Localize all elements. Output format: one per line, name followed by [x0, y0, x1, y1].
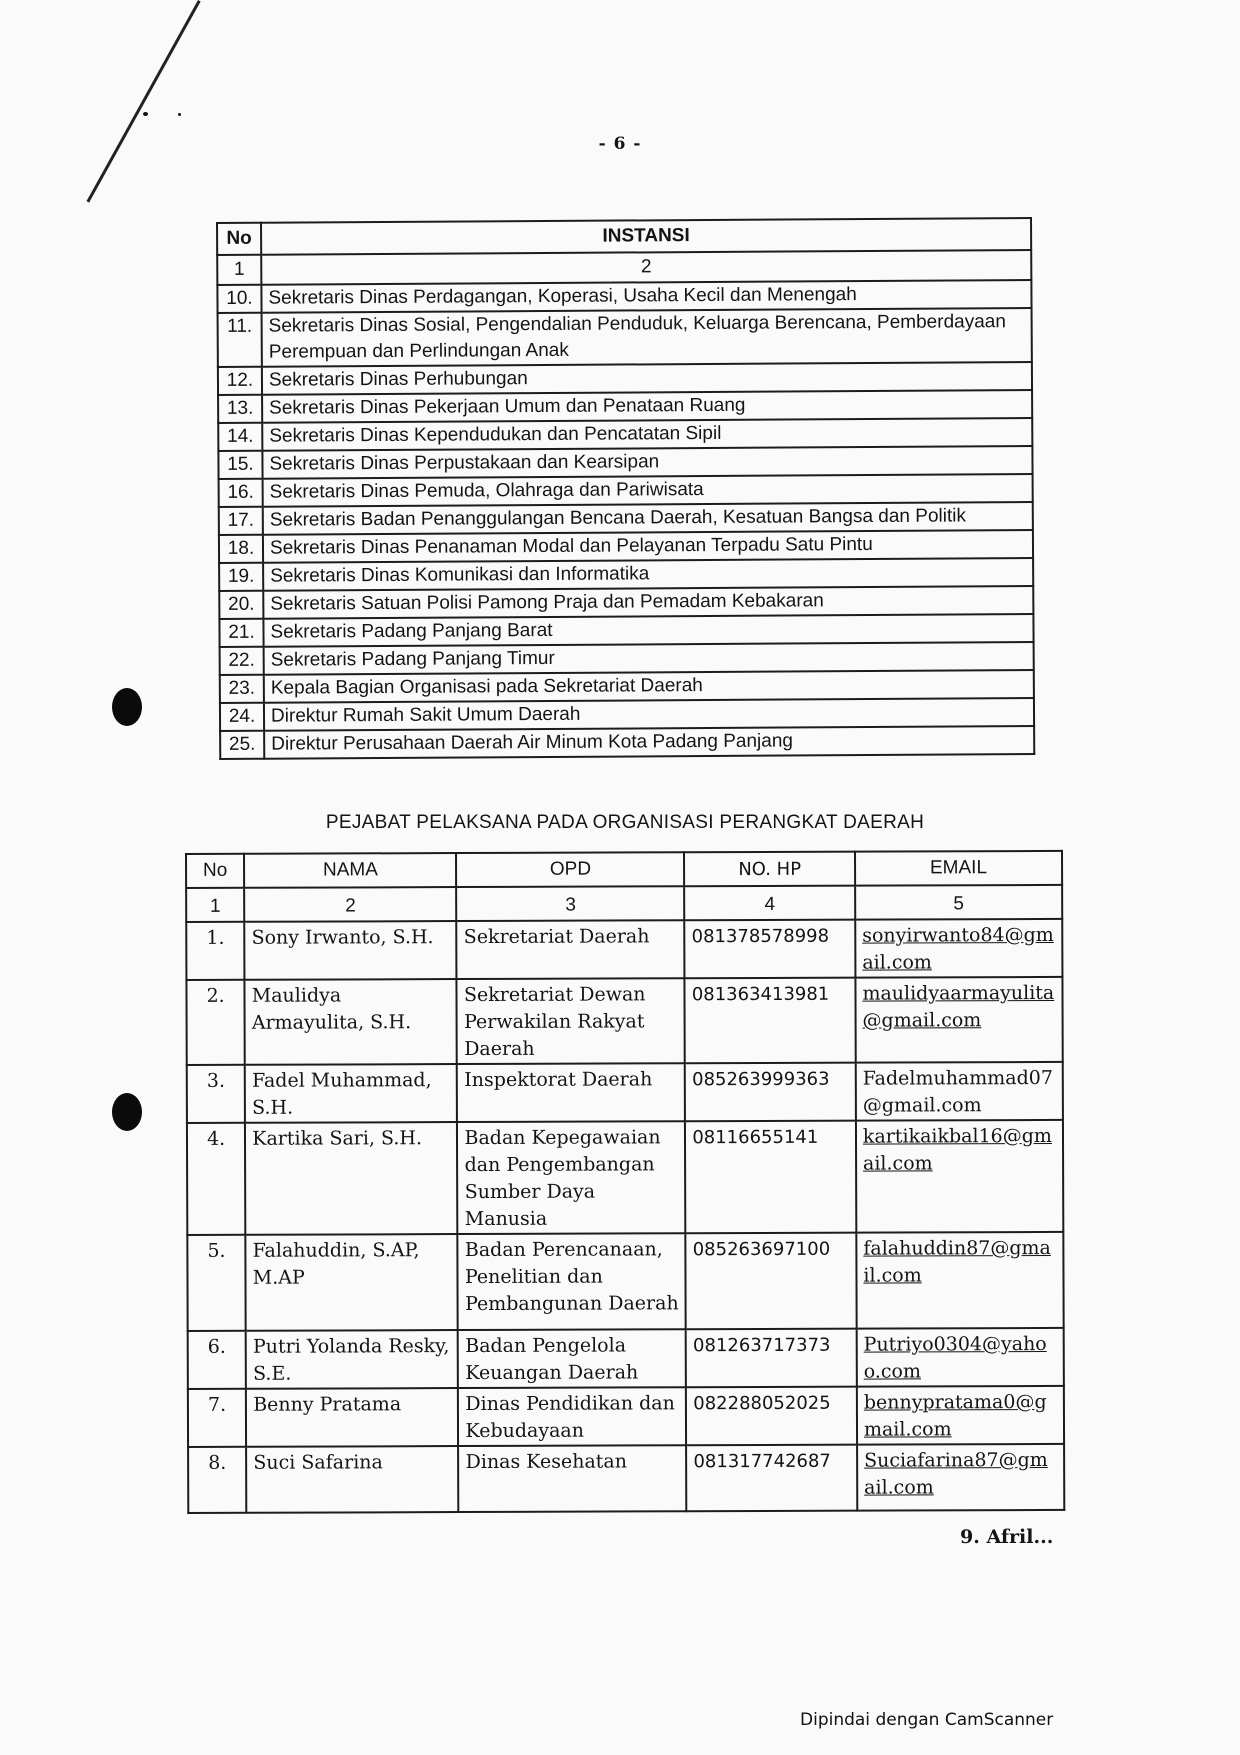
email-address[interactable]: bennypratama0@gmail.com [857, 1386, 1064, 1445]
opd-name: Dinas Pendidikan dan Kebudayaan [458, 1387, 686, 1446]
column-number-row [217, 250, 1031, 285]
instansi-name: Kepala Bagian Organisasi pada Sekretariat Daerah [264, 670, 1034, 703]
header-hp: NO. HP [684, 852, 855, 887]
person-name: Falahuddin, S.AP, M.AP [246, 1234, 459, 1331]
instansi-name: Sekretaris Dinas Perhubungan [262, 362, 1032, 395]
person-name: Kartika Sari, S.H. [245, 1122, 458, 1235]
row-number: 15. [218, 451, 262, 479]
opd-name: Sekretariat Daerah [457, 920, 685, 979]
person-name: Benny Pratama [246, 1388, 458, 1447]
phone-number: 081263717373 [686, 1329, 857, 1388]
column-number: 3 [457, 886, 685, 921]
section-title: PEJABAT PELAKSANA PADA ORGANISASI PERANGKAT DAERAH [325, 812, 925, 833]
header-nama: NAMA [244, 853, 456, 888]
phone-number: 081317742687 [686, 1445, 857, 1512]
email-address[interactable]: Suciafarina87@gmail.com [857, 1444, 1064, 1511]
row-number: 22. [220, 647, 264, 675]
header-email: EMAIL [855, 851, 1062, 886]
instansi-name: Direktur Perusahaan Daerah Air Minum Kota Padang Panjang [264, 726, 1034, 759]
column-number: 2 [261, 250, 1031, 285]
instansi-table [216, 217, 1035, 760]
pelaksana-row [188, 1444, 1064, 1513]
email-address[interactable]: maulidyaarmayulita@gmail.com [855, 977, 1062, 1063]
row-number: 16. [219, 479, 263, 507]
opd-name: Badan Kepegawaian dan Pengembangan Sumber Daya Manusia [457, 1121, 685, 1234]
scan-speck [143, 112, 148, 116]
phone-number: 085263999363 [685, 1063, 856, 1122]
continuation-note: 9. Afril... [960, 1526, 1054, 1548]
instansi-name: Sekretaris Dinas Penanaman Modal dan Pelayanan Terpadu Satu Pintu [263, 530, 1033, 563]
opd-name: Sekretariat Dewan Perwakilan Rakyat Daerah [457, 978, 685, 1064]
phone-number: 081363413981 [685, 978, 856, 1064]
email-address[interactable]: Putriyo0304@yahoo.com [857, 1328, 1064, 1387]
header-no: No [186, 854, 244, 888]
row-number: 8. [188, 1447, 246, 1513]
row-number: 13. [218, 395, 262, 423]
pelaksana-row [187, 1232, 1063, 1331]
instansi-name: Sekretaris Dinas Komunikasi dan Informatika [263, 558, 1033, 591]
column-number-row [186, 885, 1062, 922]
pelaksana-row [186, 919, 1062, 980]
instansi-name: Direktur Rumah Sakit Umum Daerah [264, 698, 1034, 731]
pelaksana-row [187, 1062, 1063, 1123]
punch-hole [112, 688, 142, 726]
person-name: Maulidya Armayulita, S.H. [245, 979, 458, 1065]
row-number: 7. [188, 1389, 246, 1447]
page-number: - 6 - [598, 134, 642, 154]
column-number: 5 [855, 885, 1062, 920]
header-opd: OPD [456, 852, 684, 887]
row-number: 25. [220, 731, 264, 759]
pelaksana-row [187, 1120, 1063, 1235]
instansi-name: Sekretaris Padang Panjang Barat [263, 614, 1033, 647]
column-number: 2 [244, 887, 456, 922]
instansi-name: Sekretaris Dinas Perpustakaan dan Kearsipan [262, 446, 1032, 479]
row-number: 14. [218, 423, 262, 451]
pelaksana-table [185, 850, 1065, 1514]
header-instansi: INSTANSI [261, 218, 1031, 255]
column-number: 1 [186, 888, 244, 922]
person-name: Sony Irwanto, S.H. [244, 921, 456, 980]
opd-name: Dinas Kesehatan [459, 1445, 687, 1512]
instansi-name: Sekretaris Dinas Pemuda, Olahraga dan Pariwisata [263, 474, 1033, 507]
email-address[interactable]: Fadelmuhammad07@gmail.com [856, 1062, 1063, 1121]
person-name: Fadel Muhammad, S.H. [245, 1064, 457, 1123]
instansi-row [220, 726, 1034, 759]
person-name: Suci Safarina [246, 1446, 458, 1513]
row-number: 3. [187, 1065, 245, 1123]
row-number: 6. [188, 1331, 246, 1389]
phone-number: 085263697100 [686, 1233, 857, 1330]
column-number: 4 [684, 886, 855, 921]
instansi-name: Sekretaris Dinas Perdagangan, Koperasi, Usaha Kecil dan Menengah [261, 280, 1031, 313]
row-number: 12. [218, 367, 262, 395]
row-number: 2. [186, 980, 245, 1065]
row-number: 4. [187, 1123, 246, 1235]
phone-number: 08116655141 [685, 1121, 856, 1234]
instansi-name: Sekretaris Badan Penanggulangan Bencana Daerah, Kesatuan Bangsa dan Politik [263, 502, 1033, 535]
row-number: 1. [186, 922, 244, 980]
opd-name: Badan Pengelola Keuangan Daerah [458, 1329, 686, 1388]
email-address[interactable]: falahuddin87@gmail.com [856, 1232, 1063, 1329]
scanner-watermark: Dipindai dengan CamScanner [800, 1710, 1054, 1730]
opd-name: Badan Perencanaan, Penelitian dan Pembangunan Daerah [458, 1233, 686, 1330]
row-number: 20. [219, 591, 263, 619]
instansi-name: Sekretaris Satuan Polisi Pamong Praja dan Pemadam Kebakaran [263, 586, 1033, 619]
opd-name: Inspektorat Daerah [457, 1063, 685, 1122]
row-number: 24. [220, 703, 264, 731]
header-no: No [217, 223, 261, 255]
row-number: 19. [219, 563, 263, 591]
scan-speck [178, 113, 181, 116]
phone-number: 082288052025 [686, 1387, 857, 1446]
punch-hole [112, 1093, 142, 1131]
person-name: Putri Yolanda Resky, S.E. [246, 1330, 458, 1389]
instansi-name: Sekretaris Padang Panjang Timur [264, 642, 1034, 675]
row-number: 17. [219, 507, 263, 535]
row-number: 5. [187, 1235, 246, 1331]
instansi-name: Sekretaris Dinas Kependudukan dan Pencatatan Sipil [262, 418, 1032, 451]
row-number: 10. [217, 285, 261, 313]
scan-fold-line [86, 0, 200, 203]
row-number: 18. [219, 535, 263, 563]
phone-number: 081378578998 [685, 920, 856, 979]
instansi-row [218, 308, 1032, 367]
pelaksana-row [188, 1328, 1064, 1389]
email-address[interactable]: kartikaikbal16@gmail.com [856, 1120, 1063, 1233]
instansi-name: Sekretaris Dinas Sosial, Pengendalian Penduduk, Keluarga Berencana, Pemberdayaan Perempuan dan Perlindungan Anak [262, 308, 1032, 367]
pelaksana-row [188, 1386, 1064, 1447]
column-number: 1 [217, 255, 261, 285]
row-number: 23. [220, 675, 264, 703]
email-address[interactable]: sonyirwanto84@gmail.com [855, 919, 1062, 978]
row-number: 11. [218, 313, 262, 367]
row-number: 21. [219, 619, 263, 647]
pelaksana-row [186, 977, 1062, 1065]
instansi-name: Sekretaris Dinas Pekerjaan Umum dan Penataan Ruang [262, 390, 1032, 423]
